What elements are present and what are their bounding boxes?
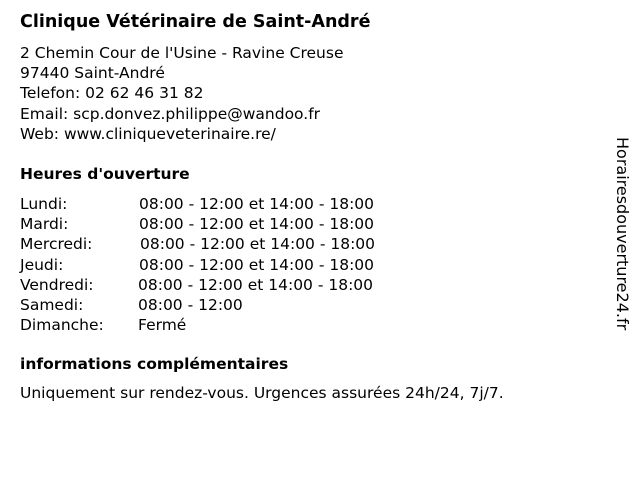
day-label: Samedi: [20, 295, 84, 314]
site-watermark: Horairesdouverture24.fr [613, 137, 632, 331]
time-value: Fermé [138, 316, 187, 335]
time-value: 08:00 - 12:00 et 14:00 - 18:00 [140, 235, 376, 254]
info-heading: informations complémentaires [20, 355, 289, 373]
day-label: Mercredi: [20, 235, 93, 254]
time-value: 08:00 - 12:00 [138, 295, 243, 314]
day-label: Jeudi: [20, 255, 64, 274]
day-label: Vendredi: [20, 275, 94, 294]
contact-block [20, 43, 343, 144]
day-label: Lundi: [20, 195, 68, 213]
website-address: Web: www.cliniqueveterinaire.re/ [20, 124, 276, 143]
info-text: Uniquement sur rendez-vous. Urgences assurées 24h/24, 7j/7. [20, 384, 504, 402]
email-address: Email: scp.donvez.philippe@wandoo.fr [20, 104, 321, 123]
time-value: 08:00 - 12:00 et 14:00 - 18:00 [139, 255, 375, 274]
address-line-2: 97440 Saint-André [20, 64, 165, 83]
clinic-name: Clinique Vétérinaire de Saint-André [20, 12, 371, 32]
phone-number: Telefon: 02 62 46 31 82 [20, 84, 204, 103]
day-label: Mardi: [20, 215, 69, 234]
hours-heading: Heures d'ouverture [20, 165, 190, 183]
time-value: 08:00 - 12:00 et 14:00 - 18:00 [139, 215, 375, 234]
time-value: 08:00 - 12:00 et 14:00 - 18:00 [139, 195, 375, 213]
address-line-1: 2 Chemin Cour de l'Usine - Ravine Creuse [20, 44, 344, 62]
time-value: 08:00 - 12:00 et 14:00 - 18:00 [138, 275, 374, 294]
day-label: Dimanche: [20, 316, 104, 335]
